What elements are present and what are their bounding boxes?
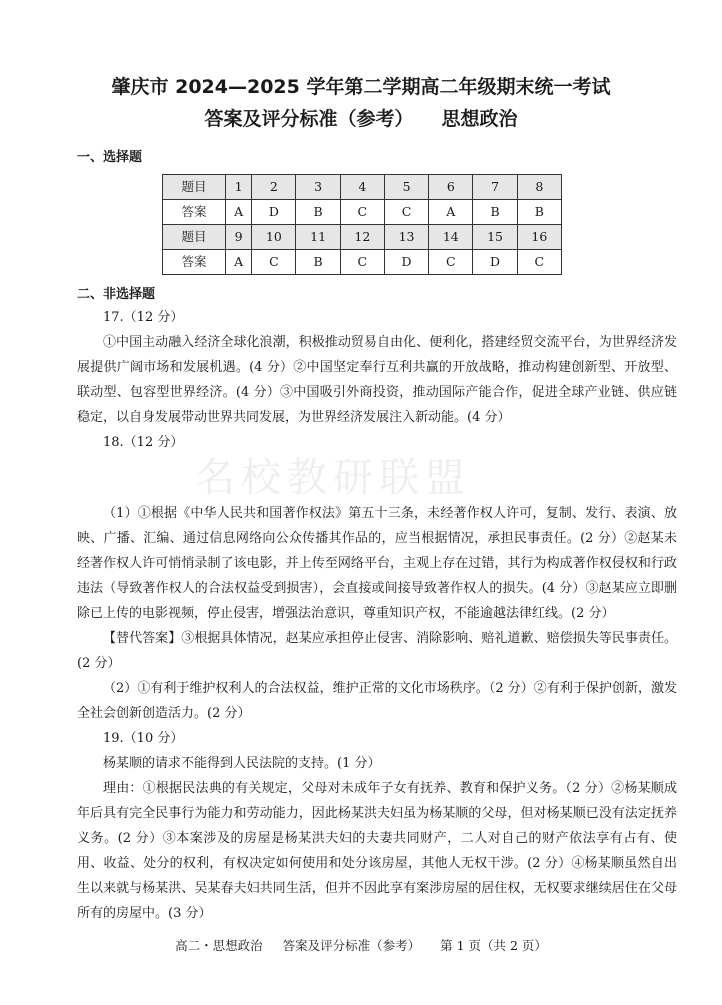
question-number-cell: 3	[296, 175, 340, 200]
answer-cell: C	[340, 200, 384, 225]
answer-cell: D	[384, 250, 428, 275]
q18-alternative-answer: 【替代答案】③根据具体情况，赵某应承担停止侵害、消除影响、赔礼道歉、赔偿损失等民事责任。(2 分）	[77, 631, 677, 671]
document-title: 肇庆市 2024—2025 学年第二学期高二年级期末统一考试	[111, 76, 611, 98]
question-number-cell: 16	[517, 225, 561, 250]
document-subtitle	[0, 104, 722, 134]
q17-title: 17.（12 分）	[103, 310, 184, 325]
question-number-cell: 13	[384, 225, 428, 250]
q17-answer: ①中国主动融入经济全球化浪潮，积极推动贸易自由化、便利化，搭建经贸交流平台，为世界经济发展提供广阔市场和发展机遇。(4 分）②中国坚定奉行互利共赢的开放战略，推动构建创新型、开放型、联动型、包容型世界经济。(4 分）③中国吸引外商投资，推动国际产能合作，促进全球产业链、供应链稳定，以自身发展带动世界共同发展，为世界经济发展注入新动能。(4 分）	[77, 335, 677, 425]
q19-title: 19.（10 分）	[103, 731, 184, 746]
answer-table	[162, 174, 562, 275]
section-heading-choice: 一、选择题	[77, 150, 143, 165]
row-label-answer: 答案	[163, 200, 226, 225]
q18-part2-answer: （2）①有利于维护权利人的合法权益，维护正常的文化市场秩序。（2 分）②有利于保护创新，激发全社会创新创造活力。(2 分）	[77, 681, 677, 721]
footer-page-number: 第 1 页（共 2 页）	[440, 938, 547, 953]
question-number-cell: 14	[429, 225, 473, 250]
question-number-cell: 9	[226, 225, 252, 250]
answer-cell: B	[517, 200, 561, 225]
answer-row	[163, 250, 562, 275]
question-number-cell: 1	[226, 175, 252, 200]
question-number-cell: 2	[252, 175, 296, 200]
answer-cell: D	[473, 250, 517, 275]
question-number-cell: 12	[340, 225, 384, 250]
question-number-row	[163, 175, 562, 200]
page-footer	[0, 936, 722, 956]
answer-cell: C	[340, 250, 384, 275]
question-number-cell: 6	[429, 175, 473, 200]
subtitle-answer-key: 答案及评分标准（参考）	[204, 108, 414, 130]
question-number-cell: 7	[473, 175, 517, 200]
question-number-cell: 4	[340, 175, 384, 200]
answer-cell: B	[296, 250, 340, 275]
subject-name: 思想政治	[441, 108, 518, 130]
footer-subject: 高二・思想政治	[175, 938, 263, 953]
footer-doc-type: 答案及评分标准（参考）	[282, 938, 421, 953]
answer-cell: D	[252, 200, 296, 225]
question-number-cell: 5	[384, 175, 428, 200]
question-number-cell: 8	[517, 175, 561, 200]
watermark: 名校教研联盟	[195, 455, 471, 501]
section-heading-non-choice: 二、非选择题	[77, 287, 156, 302]
q18-part1-answer: （1）①根据《中华人民共和国著作权法》第五十三条，未经著作权人许可，复制、发行、表演、放映、广播、汇编、通过信息网络向公众传播其作品的，应当根据情况，承担民事责任。(2 分）②赵某未经著作权人许可悄悄录制了该电影，并上传至网络平台，主观上存在过错，其行为构成著作权侵权和行政违法（导致著作权人的合法权益受到损害），会直接或间接导致著作权人的损失。(4 分）③赵某应立即删除已上传的电影视频，停止侵害，增强法治意识，尊重知识产权，不能逾越法律红线。(2 分）	[77, 506, 677, 621]
row-label-answer: 答案	[163, 250, 226, 275]
question-number-cell: 15	[473, 225, 517, 250]
answer-cell: B	[296, 200, 340, 225]
answer-cell: A	[429, 200, 473, 225]
answer-cell: C	[252, 250, 296, 275]
answer-cell: C	[517, 250, 561, 275]
question-number-cell: 10	[252, 225, 296, 250]
row-label-question: 题目	[163, 225, 226, 250]
watermark-band	[77, 455, 677, 501]
question-number-cell: 11	[296, 225, 340, 250]
q18-title: 18.（12 分）	[103, 435, 184, 450]
row-label-question: 题目	[163, 175, 226, 200]
answer-cell: A	[226, 200, 252, 225]
q19-reasons: 理由：①根据民法典的有关规定，父母对未成年子女有抚养、教育和保护义务。（2 分）②杨某顺成年后具有完全民事行为能力和劳动能力，因此杨某洪夫妇虽为杨某顺的父母，但对杨某顺已没有法定抚养义务。(2 分）③本案涉及的房屋是杨某洪夫妇的夫妻共同财产，二人对自己的财产依法享有占有、使用、收益、处分的权利，有权决定如何使用和处分该房屋，其他人无权干涉。(2 分）④杨某顺虽然自出生以来就与杨某洪、吴某春夫妇共同生活，但并不因此享有案涉房屋的居住权，无权要求继续居住在父母所有的房屋中。(3 分）	[77, 781, 677, 921]
q19-conclusion: 杨某顺的请求不能得到人民法院的支持。(1 分）	[103, 756, 381, 771]
answer-cell: C	[429, 250, 473, 275]
answer-cell: B	[473, 200, 517, 225]
answer-cell: A	[226, 250, 252, 275]
question-number-row	[163, 225, 562, 250]
answer-row	[163, 200, 562, 225]
answer-cell: C	[384, 200, 428, 225]
answers-body	[77, 305, 677, 926]
